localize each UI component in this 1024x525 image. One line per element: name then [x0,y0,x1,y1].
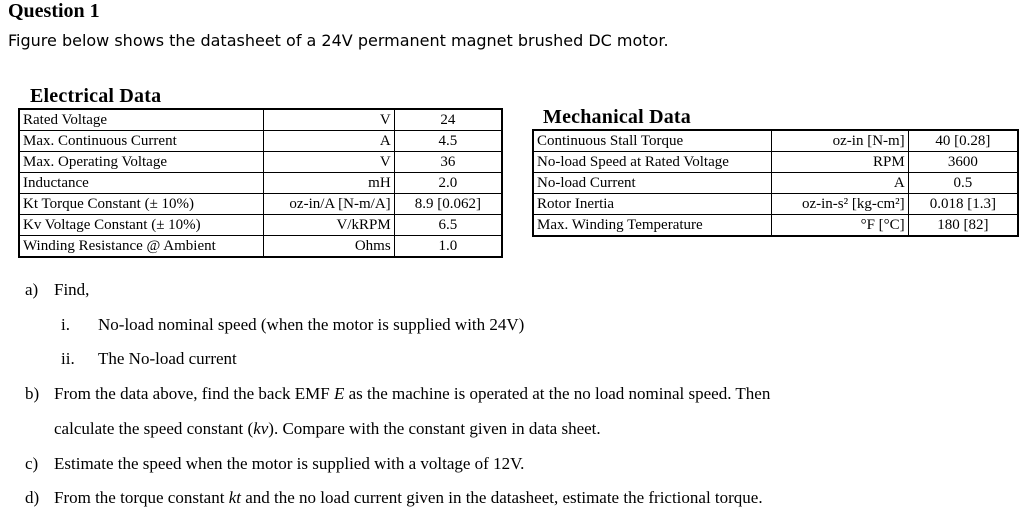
torque-constant-variable: kt [228,488,241,507]
electrical-label-cell: Max. Operating Voltage [19,152,264,173]
electrical-data-heading: Electrical Data [30,85,162,107]
mechanical-label-cell: Rotor Inertia [533,194,772,215]
electrical-value-cell: 6.5 [394,215,502,236]
speed-constant-variable: kv [253,419,269,438]
question-d-post: and the no load current given in the datasheet, estimate the frictional torque. [240,488,763,507]
mechanical-value-cell: 0.5 [908,173,1018,194]
question-b-line-1-post: as the machine is operated at the no load nominal speed. Then [344,384,771,403]
question-a-i [61,315,525,335]
intro-text: Figure below shows the datasheet of a 24V permanent magnet brushed DC motor. [8,31,669,50]
mechanical-row [533,194,1018,215]
mechanical-label-cell: Continuous Stall Torque [533,130,772,152]
electrical-value-cell: 4.5 [394,131,502,152]
electrical-label-cell: Winding Resistance @ Ambient [19,236,264,258]
question-b-line-1-pre: From the data above, find the back EMF [54,384,334,403]
question-c-marker: c) [25,454,39,473]
question-d-text [54,488,763,508]
question-title: Question 1 [8,0,100,22]
electrical-label-cell: Kt Torque Constant (± 10%) [19,194,264,215]
question-c-text: Estimate the speed when the motor is supplied with a voltage of 12V. [54,454,525,473]
electrical-row [19,131,502,152]
mechanical-value-cell: 40 [0.28] [908,130,1018,152]
mechanical-label-cell: Max. Winding Temperature [533,215,772,237]
mechanical-label-cell: No-load Current [533,173,772,194]
question-a-text: Find, [54,280,90,299]
electrical-unit-cell: V [264,152,395,173]
mechanical-row [533,173,1018,194]
electrical-row [19,109,502,131]
electrical-unit-cell: mH [264,173,395,194]
mechanical-data-table [532,129,1019,237]
mechanical-value-cell: 3600 [908,152,1018,173]
mechanical-value-cell: 0.018 [1.3] [908,194,1018,215]
question-d-pre: From the torque constant [54,488,229,507]
question-a-marker: a) [25,280,39,299]
electrical-value-cell: 8.9 [0.062] [394,194,502,215]
electrical-row [19,173,502,194]
electrical-unit-cell: Ohms [264,236,395,258]
electrical-row [19,215,502,236]
mechanical-unit-cell: oz-in [N-m] [772,130,908,152]
mechanical-unit-cell: oz-in-s² [kg-cm²] [772,194,908,215]
mechanical-value-cell: 180 [82] [908,215,1018,237]
mechanical-unit-cell: °F [°C] [772,215,908,237]
question-b-line-2-post: ). Compare with the constant given in data sheet. [268,419,601,438]
question-a-ii-text: The No-load current [98,349,237,368]
mechanical-row [533,152,1018,173]
question-b [25,384,771,404]
electrical-row [19,152,502,173]
question-a-i-text: No-load nominal speed (when the motor is supplied with 24V) [98,315,525,334]
back-emf-variable: E [333,384,345,403]
electrical-data-table [18,108,503,258]
question-b-line-2 [54,419,601,439]
question-b-line-1 [54,384,770,404]
electrical-label-cell: Rated Voltage [19,109,264,131]
mechanical-label-cell: No-load Speed at Rated Voltage [533,152,772,173]
mechanical-unit-cell: RPM [772,152,908,173]
question-b-marker: b) [25,384,40,403]
electrical-label-cell: Kv Voltage Constant (± 10%) [19,215,264,236]
electrical-unit-cell: V/kRPM [264,215,395,236]
mechanical-data-heading: Mechanical Data [543,106,691,128]
electrical-value-cell: 24 [394,109,502,131]
mechanical-unit-cell: A [772,173,908,194]
electrical-value-cell: 36 [394,152,502,173]
electrical-label-cell: Inductance [19,173,264,194]
question-a-ii [61,349,237,369]
electrical-unit-cell: V [264,109,395,131]
electrical-value-cell: 2.0 [394,173,502,194]
question-d [25,488,763,508]
question-a-ii-marker: ii. [61,349,75,368]
electrical-value-cell: 1.0 [394,236,502,258]
electrical-row [19,236,502,258]
question-a [25,280,90,300]
question-a-i-marker: i. [61,315,70,334]
question-b-line-2-pre: calculate the speed constant ( [54,419,254,438]
question-d-marker: d) [25,488,40,507]
question-c [25,454,525,474]
electrical-label-cell: Max. Continuous Current [19,131,264,152]
mechanical-row [533,215,1018,237]
electrical-unit-cell: A [264,131,395,152]
electrical-row [19,194,502,215]
electrical-unit-cell: oz-in/A [N-m/A] [264,194,395,215]
mechanical-row [533,130,1018,152]
